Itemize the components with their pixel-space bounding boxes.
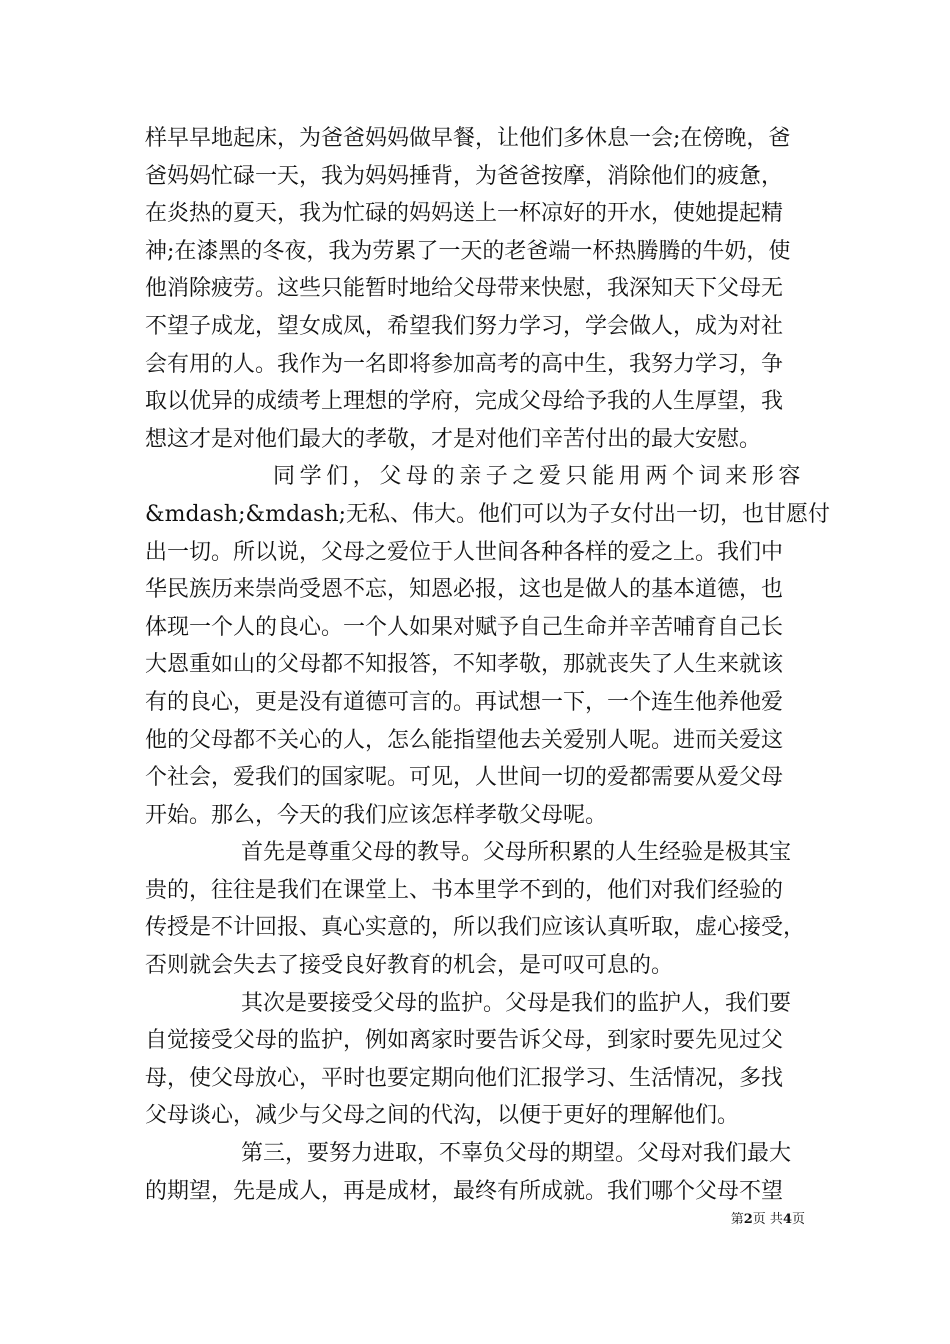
page-footer xyxy=(731,1208,805,1227)
paragraph-start-line: 首先是尊重父母的教导。父母所积累的人生经验是极其宝 xyxy=(241,840,792,866)
text-line: 取以优异的成绩考上理想的学府，完成父母给予我的人生厚望，我 xyxy=(145,389,784,415)
text-line: 父母谈心，减少与父母之间的代沟，以便于更好的理解他们。 xyxy=(145,1103,740,1129)
text-line: 否则就会失去了接受良好教育的机会，是可叹可息的。 xyxy=(145,953,674,979)
text-line: 样早早地起床，为爸爸妈妈做早餐，让他们多休息一会;在傍晚，爸 xyxy=(145,126,791,151)
text-line: 有的良心，更是没有道德可言的。再试想一下，一个连生他养他爱 xyxy=(145,689,784,715)
text-line: 体现一个人的良心。一个人如果对赋予自己生命并辛苦哺育自己长 xyxy=(145,614,784,640)
paragraph-start-line: 其次是要接受父母的监护。父母是我们的监护人，我们要 xyxy=(241,990,792,1016)
footer-middle: 页 共 xyxy=(752,1212,783,1227)
body-text xyxy=(145,120,831,1210)
text-line: 贵的，往往是我们在课堂上、书本里学不到的，他们对我们经验的 xyxy=(145,877,784,903)
text-line: &mdash;&mdash;无私、伟大。他们可以为子女付出一切，也甘愿付 xyxy=(145,501,831,527)
footer-page-number: 2 xyxy=(743,1212,753,1227)
text-line: 他的父母都不关心的人，怎么能指望他去关爱别人呢。进而关爱这 xyxy=(145,727,784,753)
text-line: 想这才是对他们最大的孝敬，才是对他们辛苦付出的最大安慰。 xyxy=(145,426,762,452)
text-line: 会有用的人。我作为一名即将参加高考的高中生，我努力学习，争 xyxy=(145,351,784,377)
footer-prefix: 第 xyxy=(730,1212,744,1227)
text-line: 自觉接受父母的监护，例如离家时要告诉父母，到家时要先见过父 xyxy=(145,1028,784,1054)
text-line: 个社会，爱我们的国家呢。可见，人世间一切的爱都需要从爱父母 xyxy=(145,765,784,791)
footer-total-pages: 4 xyxy=(782,1212,792,1227)
paragraph-start-line: 第三，要努力进取，不辜负父母的期望。父母对我们最大 xyxy=(241,1141,792,1167)
text-line: 出一切。所以说，父母之爱位于人世间各种各样的爱之上。我们中 xyxy=(145,539,784,565)
text-line: 他消除疲劳。这些只能暂时地给父母带来快慰，我深知天下父母无 xyxy=(145,276,784,302)
text-line: 不望子成龙，望女成凤，希望我们努力学习，学会做人，成为对社 xyxy=(145,313,784,339)
paragraph-start-line: 同学们，父母的亲子之爱只能用两个词来形容 xyxy=(273,464,806,490)
text-line: 传授是不计回报、真心实意的，所以我们应该认真听取，虚心接受， xyxy=(145,915,806,941)
text-line: 神;在漆黑的冬夜，我为劳累了一天的老爸端一杯热腾腾的牛奶，使 xyxy=(145,238,791,264)
text-line: 华民族历来崇尚受恩不忘，知恩必报，这也是做人的基本道德，也 xyxy=(145,577,784,603)
footer-suffix: 页 xyxy=(791,1212,805,1227)
text-line: 的期望，先是成人，再是成材，最终有所成就。我们哪个父母不望 xyxy=(145,1178,784,1204)
text-line: 在炎热的夏天，我为忙碌的妈妈送上一杯凉好的开水，使她提起精 xyxy=(145,201,784,227)
text-line: 大恩重如山的父母都不知报答，不知孝敬，那就丧失了人生来就该 xyxy=(145,652,784,678)
text-line: 开始。那么，今天的我们应该怎样孝敬父母呢。 xyxy=(145,802,608,828)
text-line: 爸妈妈忙碌一天，我为妈妈捶背，为爸爸按摩，消除他们的疲惫， xyxy=(145,163,784,189)
text-line: 母，使父母放心，平时也要定期向他们汇报学习、生活情况，多找 xyxy=(145,1065,784,1091)
